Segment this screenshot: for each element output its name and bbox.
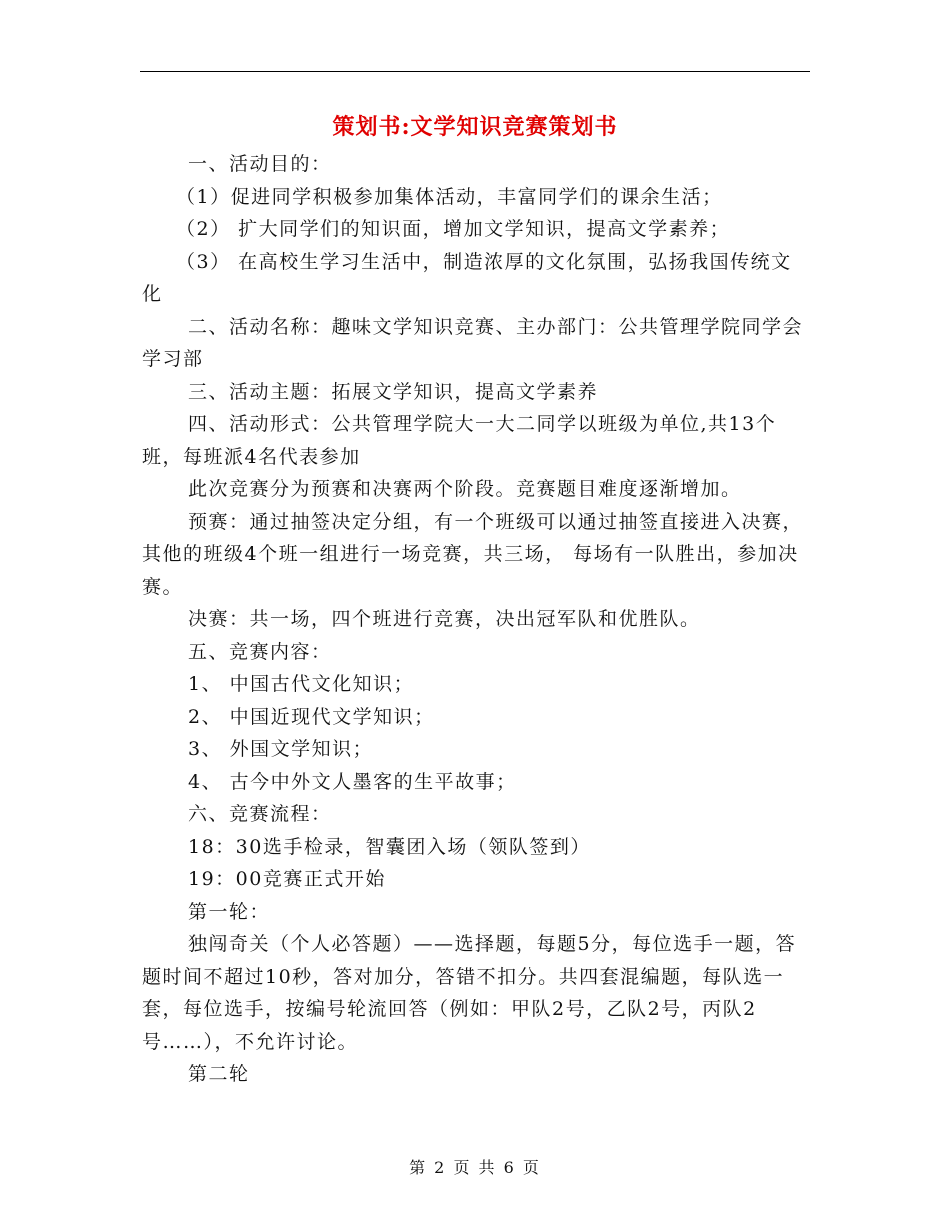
paragraph: 19：00竞赛正式开始 xyxy=(188,868,386,890)
list-item: 4、 古今中外文人墨客的生平故事； xyxy=(188,770,517,793)
paragraph: 第一轮： xyxy=(188,900,271,923)
paragraph: 独闯奇关（个人必答题）——选择题，每题5分，每位选手一题，答题时间不超过10秒，答对加分，答错不扣分。共四套混编题，每队选一套，每位选手，按编号轮流回答（例如：甲队2号，乙队2号，丙队2号……），不允许讨论。 xyxy=(142,933,797,1053)
paragraph: 五、竞赛内容： xyxy=(188,640,332,663)
paragraph: 18：30选手检录，智囊团入场（领队签到） xyxy=(188,835,591,858)
page-number: 第 2 页 共 6 页 xyxy=(409,1158,541,1177)
paragraph: （3） 在高校生学习生活中，制造浓厚的文化氛围，弘扬我国传统文化 xyxy=(142,250,792,305)
document-body xyxy=(142,148,812,1091)
paragraph: 二、活动名称：趣味文学知识竞赛、主办部门：公共管理学院同学会学习部 xyxy=(142,315,804,370)
paragraph: 三、活动主题：拓展文学知识，提高文学素养 xyxy=(188,380,599,403)
paragraph: 决赛：共一场，四个班进行竞赛，决出冠军队和优胜队。 xyxy=(188,608,701,630)
paragraph: （1）促进同学积极参加集体活动，丰富同学们的课余生活； xyxy=(176,185,723,208)
paragraph: 预赛：通过抽签决定分组，有一个班级可以通过抽签直接进入决赛，其他的班级4个班一组进行一场竞赛，共三场， 每场有一队胜出，参加决赛。 xyxy=(142,510,804,598)
document-title: 策划书:文学知识竞赛策划书 xyxy=(332,114,618,140)
paragraph: （2） 扩大同学们的知识面，增加文学知识，提高文学素养； xyxy=(176,218,731,240)
header-rule xyxy=(140,71,810,72)
paragraph: 第二轮 xyxy=(188,1063,250,1085)
paragraph: 一、活动目的： xyxy=(188,153,332,175)
list-item: 2、 中国近现代文学知识； xyxy=(188,705,435,728)
paragraph: 四、活动形式：公共管理学院大一大二同学以班级为单位,共13个班，每班派4名代表参加 xyxy=(142,413,777,468)
paragraph: 此次竞赛分为预赛和决赛两个阶段。竞赛题目难度逐渐增加。 xyxy=(188,478,742,500)
paragraph: 六、竞赛流程： xyxy=(188,803,332,825)
list-item: 3、 外国文学知识； xyxy=(188,738,374,760)
list-item: 1、 中国古代文化知识； xyxy=(188,673,415,695)
